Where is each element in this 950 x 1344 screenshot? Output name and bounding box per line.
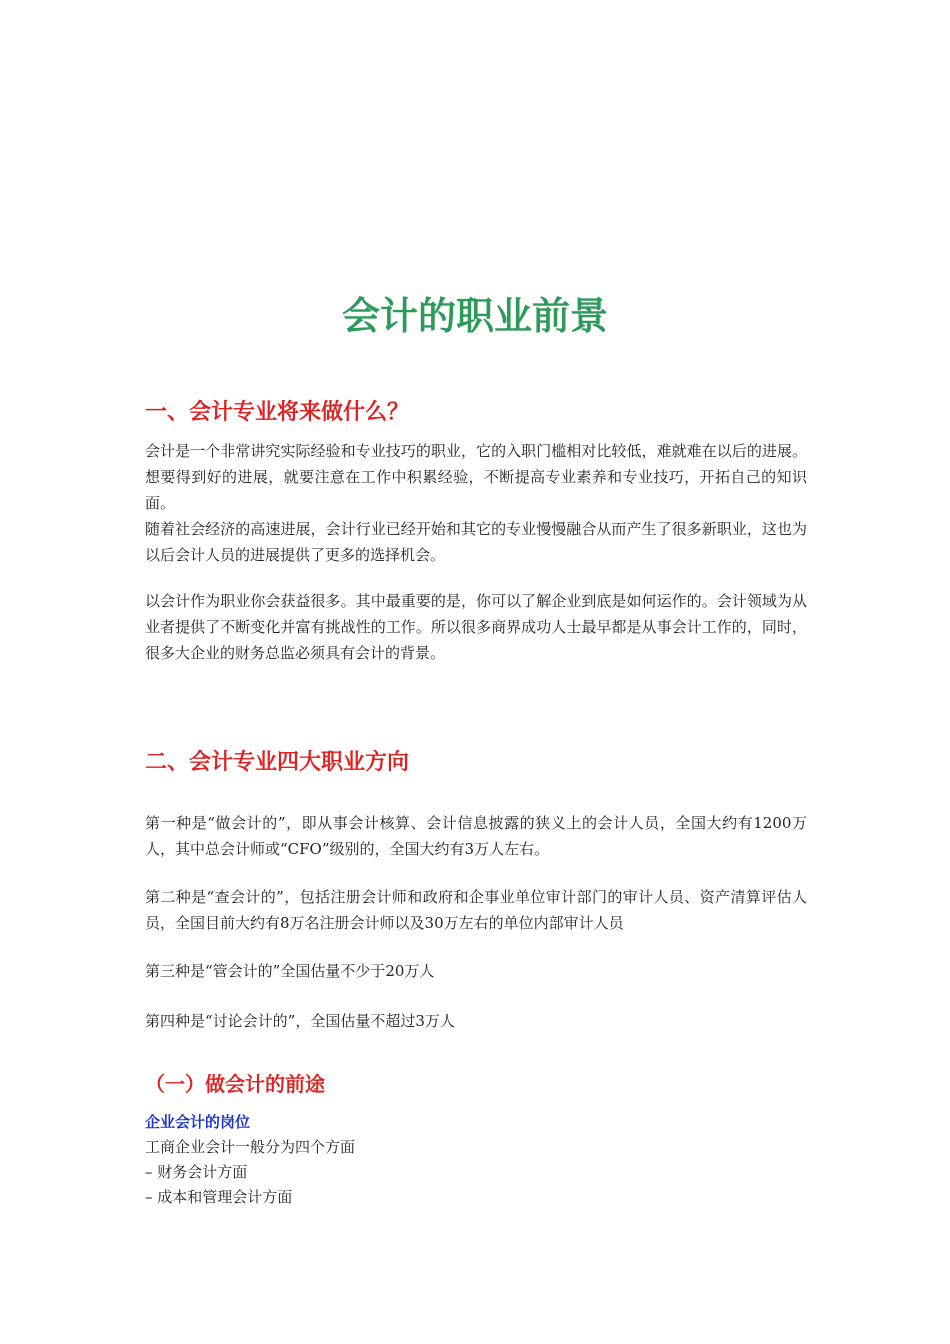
section-2-heading: 二、会计专业四大职业方向 [145,750,410,775]
section-2-paragraph-2: 第二种是“查会计的”，包括注册会计师和政府和企事业单位审计部门的审计人员、资产清算评估人员，全国目前大约有8万名注册会计师以及30万左右的单位内部审计人员 [145,888,807,932]
section-2-paragraph-1: 第一种是“做会计的”，即从事会计核算、会计信息披露的狭义上的会计人员，全国大约有1200万人，其中总会计师或“CFO”级别的，全国大约有3万人左右。 [145,814,807,858]
subsection-1-heading: （一）做会计的前途 [145,1072,325,1096]
section-1-heading: 一、会计专业将来做什么？ [145,400,410,425]
section-1-paragraph-3: 以会计作为职业你会获益很多。其中最重要的是，你可以了解企业到底是如何运作的。会计领域为从业者提供了不断变化并富有挑战性的工作。所以很多商界成功人士最早都是从事会计工作的，同时，很多大企业的财务总监必须具有会计的背景。 [145,592,807,662]
document-title: 会计的职业前景 [341,294,608,338]
section-1-paragraph-1: 会计是一个非常讲究实际经验和专业技巧的职业，它的入职门槛相对比较低，难就难在以后的进展。想要得到好的进展，就要注意在工作中积累经验，不断提高专业素养和专业技巧，开拓自己的知识面。 [145,442,807,512]
section-2-paragraph-4: 第四种是“讨论会计的”，全国估量不超过3万人 [145,1012,455,1030]
subsection-1-line-1: 工商企业会计一般分为四个方面 [145,1138,356,1156]
subsection-1-line-2: – 财务会计方面 [145,1163,248,1181]
section-2-paragraph-3: 第三种是“管会计的”全国估量不少于20万人 [145,962,435,980]
section-1-paragraph-2: 随着社会经济的高速进展，会计行业已经开始和其它的专业慢慢融合从而产生了很多新职业，这也为以后会计人员的进展提供了更多的选择机会。 [145,520,807,564]
subsection-1-subheading: 企业会计的岗位 [145,1113,251,1131]
subsection-1-line-3: – 成本和管理会计方面 [145,1188,293,1206]
